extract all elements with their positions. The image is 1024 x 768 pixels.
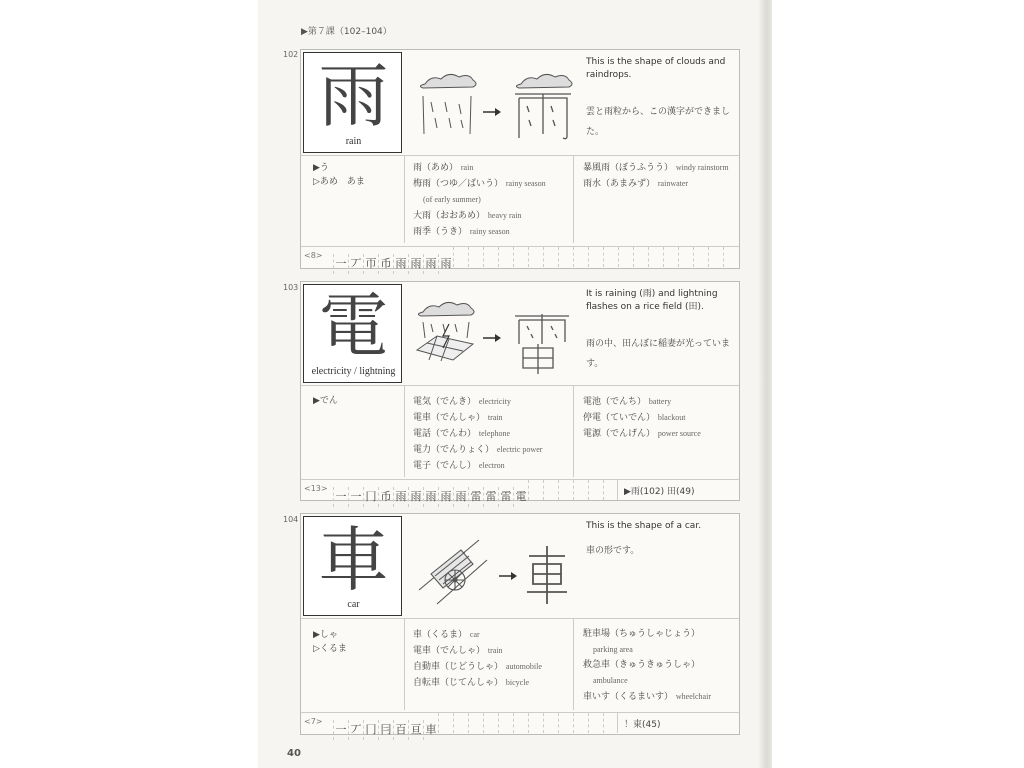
vocab-item: 車（くるま） car <box>413 630 480 640</box>
reading-on: ▶う <box>313 163 329 173</box>
explanation-japanese: 雨の中、田んぼに稲妻が光っています。 <box>586 339 731 369</box>
vocab-list-right <box>583 160 737 192</box>
stroke-step: 雨 <box>438 254 453 274</box>
explanation-english: This is the shape of a car. <box>586 521 702 531</box>
kanji-meaning: rain <box>345 136 362 147</box>
stroke-count: <13> <box>304 484 328 493</box>
vocab-item: 電子（でんし） electron <box>413 461 505 471</box>
etymology-illustration <box>409 62 579 142</box>
vocab-item: 停電（ていでん） blackout <box>583 413 686 423</box>
stroke-step: 丆 <box>348 720 363 740</box>
explanation-japanese: 雲と雨粒から、この漢字ができました。 <box>586 107 731 137</box>
vocab-item: 暴風雨（ぼうふうう） windy rainstorm <box>583 163 729 173</box>
stroke-step: 雷 <box>483 487 498 507</box>
reading-kun: ▷くるま <box>313 644 347 654</box>
vocab-item: ambulance <box>593 676 628 685</box>
stroke-order-row <box>301 712 739 736</box>
entry-top <box>301 514 739 619</box>
explanation <box>586 288 736 374</box>
stroke-step: 币 <box>378 487 393 507</box>
stroke-order <box>333 713 618 736</box>
vocab-list-left <box>413 160 571 240</box>
vocab-item: 電源（でんげん） power source <box>583 429 701 439</box>
vocab-item: 電力（でんりょく） electric power <box>413 445 543 455</box>
related-kanji-refs: ！東(45) <box>624 720 661 730</box>
kanji-character: 電 <box>318 285 389 367</box>
vocab-item: 雨（あめ） rain <box>413 163 474 173</box>
vocab-item: 車いす（くるまいす） wheelchair <box>583 692 711 702</box>
explanation-japanese: 車の形です。 <box>586 546 640 556</box>
stroke-step: 雨 <box>453 487 468 507</box>
stroke-step: 冃 <box>378 720 393 740</box>
kanji-character: 雨 <box>318 55 389 137</box>
stroke-step: 雷 <box>498 487 513 507</box>
stroke-step: 車 <box>423 720 438 740</box>
stroke-step: 雨 <box>438 487 453 507</box>
kanji-character: 車 <box>318 519 389 601</box>
entry-top <box>301 50 739 156</box>
explanation <box>586 56 736 142</box>
vocab-item: 梅雨（つゆ／ばいう） rainy season <box>413 179 546 189</box>
vocab-list-left <box>413 627 571 691</box>
vocab-item: 駐車場（ちゅうしゃじょう） <box>583 629 701 639</box>
etymology-illustration <box>409 294 579 374</box>
kanji-box <box>303 52 402 153</box>
stroke-step: 百 <box>393 720 408 740</box>
vocab-item: 電車（でんしゃ） train <box>413 413 503 423</box>
stroke-step: 雨 <box>408 487 423 507</box>
entry-number: 102 <box>283 50 299 59</box>
stroke-step: 雨 <box>423 487 438 507</box>
entry-number: 104 <box>283 515 299 524</box>
stroke-step: ⼌ <box>363 487 378 507</box>
kanji-entry-electricity <box>300 281 740 501</box>
stroke-step: 一 <box>333 254 348 274</box>
entry-number: 103 <box>283 283 299 292</box>
kanji-entry-rain <box>300 49 740 269</box>
stroke-order-row <box>301 479 739 503</box>
vocab-list-right <box>583 627 737 705</box>
stroke-step: 電 <box>513 487 528 507</box>
reading-on: ▶しゃ <box>313 630 338 640</box>
vocab-item: 雨季（うき） rainy season <box>413 227 510 237</box>
vocab-item: 自転車（じてんしゃ） bicycle <box>413 678 529 688</box>
explanation <box>586 520 736 561</box>
book-gutter <box>758 0 772 768</box>
stroke-order <box>333 247 738 270</box>
vocab-item: 電車（でんしゃ） train <box>413 646 503 656</box>
stroke-order-row <box>301 246 739 270</box>
kanji-box <box>303 284 402 383</box>
reading-kun: ▷あめ あま <box>313 177 365 187</box>
page-number: 40 <box>287 748 301 759</box>
vocab-item: parking area <box>593 645 633 654</box>
stroke-step: 雨 <box>408 254 423 274</box>
stroke-step: 雨 <box>393 487 408 507</box>
readings <box>313 394 338 408</box>
stroke-step: 雨 <box>393 254 408 274</box>
kanji-entry-car <box>300 513 740 735</box>
vocab-item: 電気（でんき） electricity <box>413 397 511 407</box>
stroke-order <box>333 480 618 503</box>
kanji-meaning: car <box>347 599 360 610</box>
vocab-item: 大雨（おおあめ） heavy rain <box>413 211 522 221</box>
vocab-item: 救急車（きゅうきゅうしゃ） <box>583 660 701 670</box>
explanation-english: It is raining (雨) and lightning flashes on a rice field (田). <box>586 289 718 312</box>
stroke-count: <8> <box>304 251 323 260</box>
entry-top <box>301 282 739 386</box>
vocab-list-left <box>413 394 571 474</box>
stroke-step: 亘 <box>408 720 423 740</box>
stroke-step: 雨 <box>423 254 438 274</box>
vocab-item: 雨水（あまみず） rainwater <box>583 179 689 189</box>
stroke-step: 帀 <box>363 254 378 274</box>
readings <box>313 161 365 189</box>
stroke-step: 一 <box>333 487 348 507</box>
stroke-count: <7> <box>304 717 323 726</box>
readings <box>313 628 347 656</box>
vocab-item: 自動車（じどうしゃ） automobile <box>413 662 542 672</box>
vocab-list-right <box>583 394 737 442</box>
stroke-step: 币 <box>378 254 393 274</box>
vocab-item: 電話（でんわ） telephone <box>413 429 510 439</box>
etymology-illustration <box>409 526 579 606</box>
related-kanji-refs: ▶雨(102) 田(49) <box>624 487 695 497</box>
kanji-meaning: electricity / lightning <box>311 366 396 377</box>
stroke-step: 一 <box>333 720 348 740</box>
stroke-step: 冂 <box>363 720 378 740</box>
stroke-step: 丆 <box>348 254 363 274</box>
stroke-step: 一 <box>348 487 363 507</box>
reading-on: ▶でん <box>313 396 338 406</box>
explanation-english: This is the shape of clouds and raindrops. <box>586 57 726 80</box>
vocab-item: 電池（でんち） battery <box>583 397 672 407</box>
lesson-header: ▶第７課（102–104） <box>301 27 392 37</box>
stroke-step: 雷 <box>468 487 483 507</box>
vocab-item: (of early summer) <box>423 195 481 204</box>
kanji-box <box>303 516 402 616</box>
